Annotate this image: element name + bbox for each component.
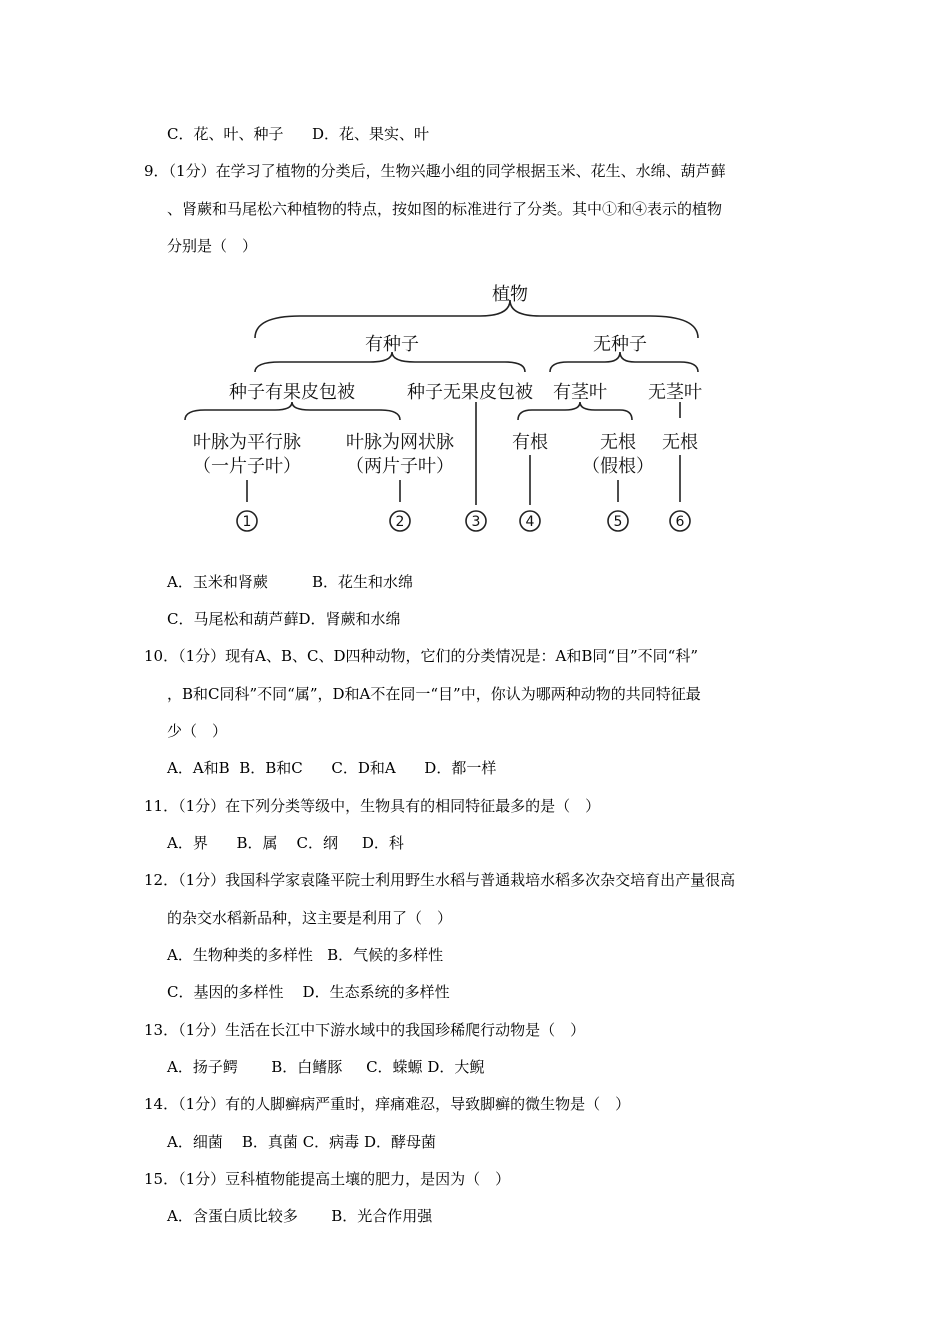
- q10-stem-line-2: ，B和C同科”不同“属”，D和A不在同一“目”中，你认为哪两种动物的共同特征最: [167, 685, 701, 703]
- q9-stem-line-3: 分别是（ ）: [167, 237, 258, 255]
- q9-stem-line-1: 9．（1分）在学习了植物的分类后，生物兴趣小组的同学根据玉米、花生、水绵、葫芦藓: [144, 162, 726, 180]
- q9-option-a: A．玉米和肾蕨: [167, 573, 268, 591]
- label-covered: 种子有果皮包被: [229, 382, 355, 403]
- q10-options: A．A和B B．B和C C．D和A D．都一样: [167, 759, 497, 777]
- label-noseed: 无种子: [593, 334, 647, 355]
- q15-stem: 15．（1分）豆科植物能提高土壤的肥力，是因为（ ）: [144, 1170, 511, 1188]
- q12-option-ab: A．生物种类的多样性 B．气候的多样性: [167, 946, 444, 964]
- q8-option-c: C．花、叶、种子: [167, 125, 284, 143]
- svg-text:6: 6: [675, 514, 685, 530]
- label-no-root: 无根: [600, 432, 636, 453]
- svg-text:5: 5: [613, 514, 623, 530]
- q12-stem-line-2: 的杂交水稻新品种，这主要是利用了（ ）: [167, 909, 453, 927]
- bracket-seed: [255, 352, 525, 372]
- circled-number-4: [520, 511, 540, 531]
- bracket-covered: [185, 402, 400, 420]
- q14-options: A．细菌 B．真菌 C．病毒 D．酵母菌: [167, 1133, 436, 1151]
- q10-stem-line-1: 10．（1分）现有A、B、C、D四种动物，它们的分类情况是：A和B同“目”不同“科”: [144, 647, 699, 665]
- label-no-root-2: 无根: [662, 432, 698, 453]
- label-root: 植物: [492, 284, 528, 305]
- q13-stem: 13．（1分）生活在长江中下游水域中的我国珍稀爬行动物是（ ）: [144, 1021, 586, 1039]
- label-parallel-vein: 叶脉为平行脉: [193, 432, 301, 453]
- q12-stem-line-1: 12．（1分）我国科学家袁隆平院士利用野生水稻与普通栽培水稻多次杂交培育出产量很高: [144, 871, 736, 889]
- label-nostemleaf: 无茎叶: [648, 382, 702, 403]
- circled-number-6: [670, 511, 690, 531]
- q9-stem-line-2: 、肾蕨和马尾松六种植物的特点，按如图的标准进行了分类。其中①和④表示的植物: [167, 200, 723, 218]
- svg-text:3: 3: [471, 514, 481, 530]
- svg-text:2: 2: [395, 514, 405, 530]
- label-one-cotyledon: （一片子叶）: [193, 456, 301, 477]
- label-naked: 种子无果皮包被: [407, 382, 533, 403]
- q8-option-d: D．花、果实、叶: [312, 125, 430, 143]
- label-stemleaf: 有茎叶: [553, 382, 607, 403]
- bracket-root: [255, 300, 698, 338]
- circled-number-1: [237, 511, 257, 531]
- bracket-stemleaf: [518, 402, 632, 420]
- label-two-cotyledons: （两片子叶）: [346, 456, 454, 477]
- svg-text:1: 1: [242, 514, 252, 530]
- q9-option-b: B．花生和水绵: [312, 573, 414, 591]
- q15-option-ab: A．含蛋白质比较多 B．光合作用强: [167, 1207, 433, 1225]
- q9-option-cd: C．马尾松和葫芦藓D．肾蕨和水绵: [167, 610, 401, 628]
- label-false-root: （假根）: [582, 456, 654, 477]
- q11-stem: 11．（1分）在下列分类等级中，生物具有的相同特征最多的是（ ）: [144, 797, 601, 815]
- label-net-vein: 叶脉为网状脉: [346, 432, 454, 453]
- svg-text:4: 4: [525, 514, 535, 530]
- label-has-root: 有根: [512, 432, 548, 453]
- circled-number-5: [608, 511, 628, 531]
- plant-classification-diagram: [180, 280, 720, 542]
- q11-options: A．界 B．属 C．纲 D．科: [167, 834, 404, 852]
- q13-options: A．扬子鳄 B．白鳍豚 C．蝾螈 D．大鲵: [167, 1058, 485, 1076]
- q10-stem-line-3: 少（ ）: [167, 722, 228, 740]
- bracket-noseed: [550, 352, 698, 372]
- q12-option-cd: C．基因的多样性 D．生态系统的多样性: [167, 983, 450, 1001]
- label-seed: 有种子: [365, 334, 419, 355]
- q14-stem: 14．（1分）有的人脚癣病严重时，痒痛难忍，导致脚癣的微生物是（ ）: [144, 1095, 631, 1113]
- circled-number-3: [466, 511, 486, 531]
- circled-number-2: [390, 511, 410, 531]
